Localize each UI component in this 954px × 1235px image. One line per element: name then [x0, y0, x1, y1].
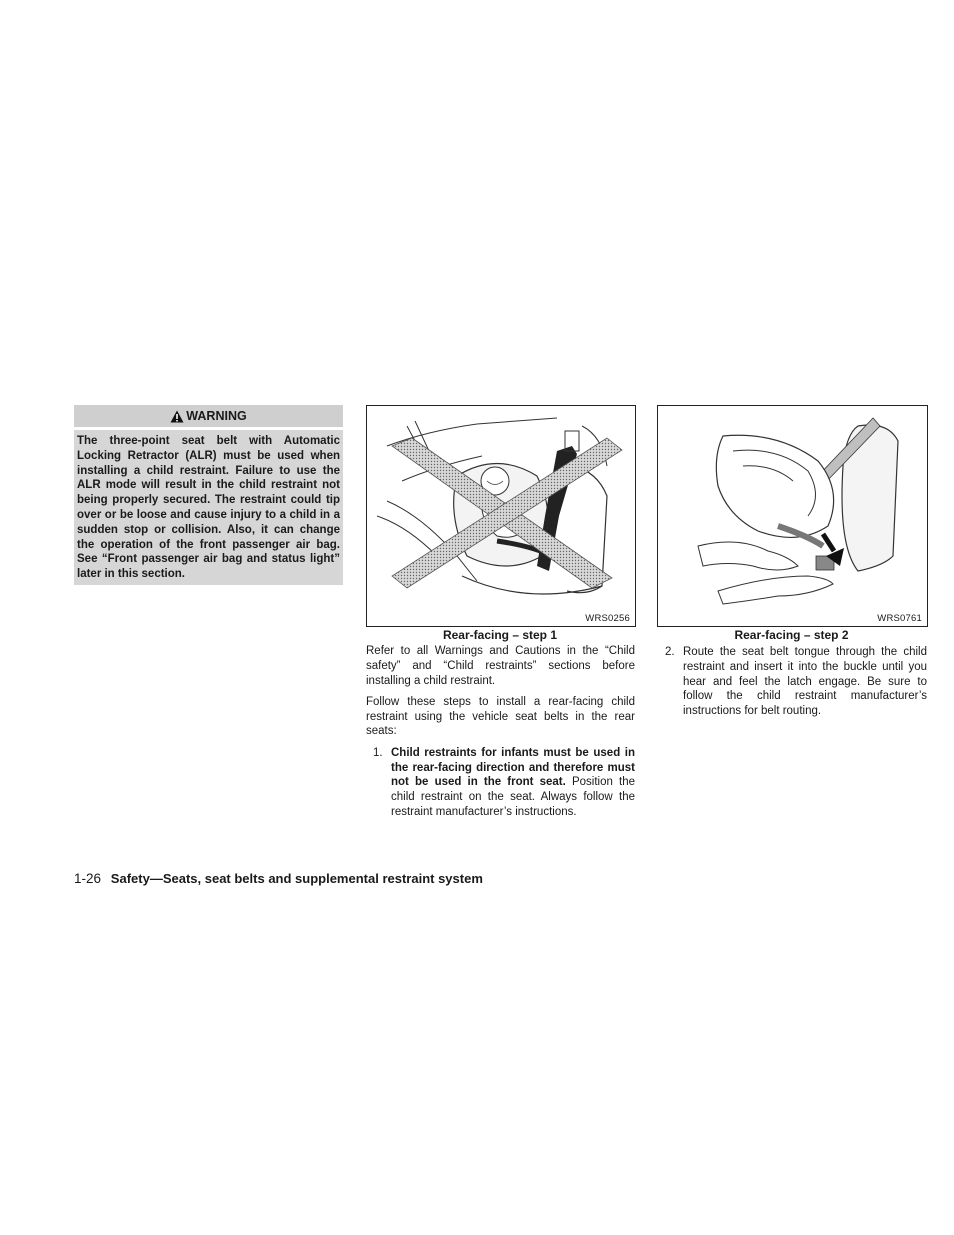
figure-caption-step2: Rear-facing – step 2 [734, 628, 849, 642]
illustration-front-seat-crossed [367, 406, 635, 626]
step-1 [366, 746, 635, 820]
intro-paragraph: Refer to all Warnings and Cautions in the “Child safety” and “Child restraints” sections before installing a child restraint. [366, 645, 635, 687]
warning-text: The three-point seat belt with Automatic Locking Retractor (ALR) must be used when installing a child restraint. Failure to use the ALR mode will result in the child restraint not being properly secured. The restraint could tip over or be loose and cause injury to a child in a sudden stop or collision. Also, it can change the operation of the front passenger air bag. See “Front passenger air bag and status light” later in this section. [74, 430, 343, 585]
figure-rear-facing-step1 [366, 405, 636, 627]
step-1-bold-text: Child restraints for infants must be used in the rear-facing direction and therefore must not be used in the front seat. [391, 746, 635, 789]
warning-box [74, 405, 343, 585]
step-number: 1. [373, 746, 383, 759]
page-number: 1-26 [74, 871, 102, 886]
step-number: 2. [665, 646, 675, 658]
section-title: Safety—Seats, seat belts and supplemental restraint system [110, 871, 483, 886]
warning-heading [74, 405, 343, 427]
warning-heading-text: WARNING [186, 409, 247, 423]
step-2-text: Route the seat belt tongue through the child restraint and insert it into the buckle until you hear and feel the latch engage. Be sure to follow the child restraint manufacturer’s instructions for belt routing. [683, 646, 927, 718]
figure-code: WRS0256 [585, 613, 630, 624]
warning-triangle-icon [170, 410, 184, 423]
step-2 [665, 645, 927, 719]
step-1-text: Position the child restraint on the seat. Always follow the restraint manufacturer’s instructions. [391, 776, 635, 818]
figure-code: WRS0761 [877, 613, 922, 624]
figure-caption-step1: Rear-facing – step 1 [442, 628, 558, 642]
instructions-column-left [366, 644, 635, 820]
steps-intro-paragraph: Follow these steps to install a rear-facing child restraint using the vehicle seat belts in the rear seats: [366, 695, 635, 738]
step-text [391, 746, 635, 820]
illustration-belt-routing [658, 406, 927, 626]
figure-rear-facing-step2 [657, 405, 928, 627]
page-footer [74, 871, 483, 886]
instructions-column-right [665, 645, 927, 719]
